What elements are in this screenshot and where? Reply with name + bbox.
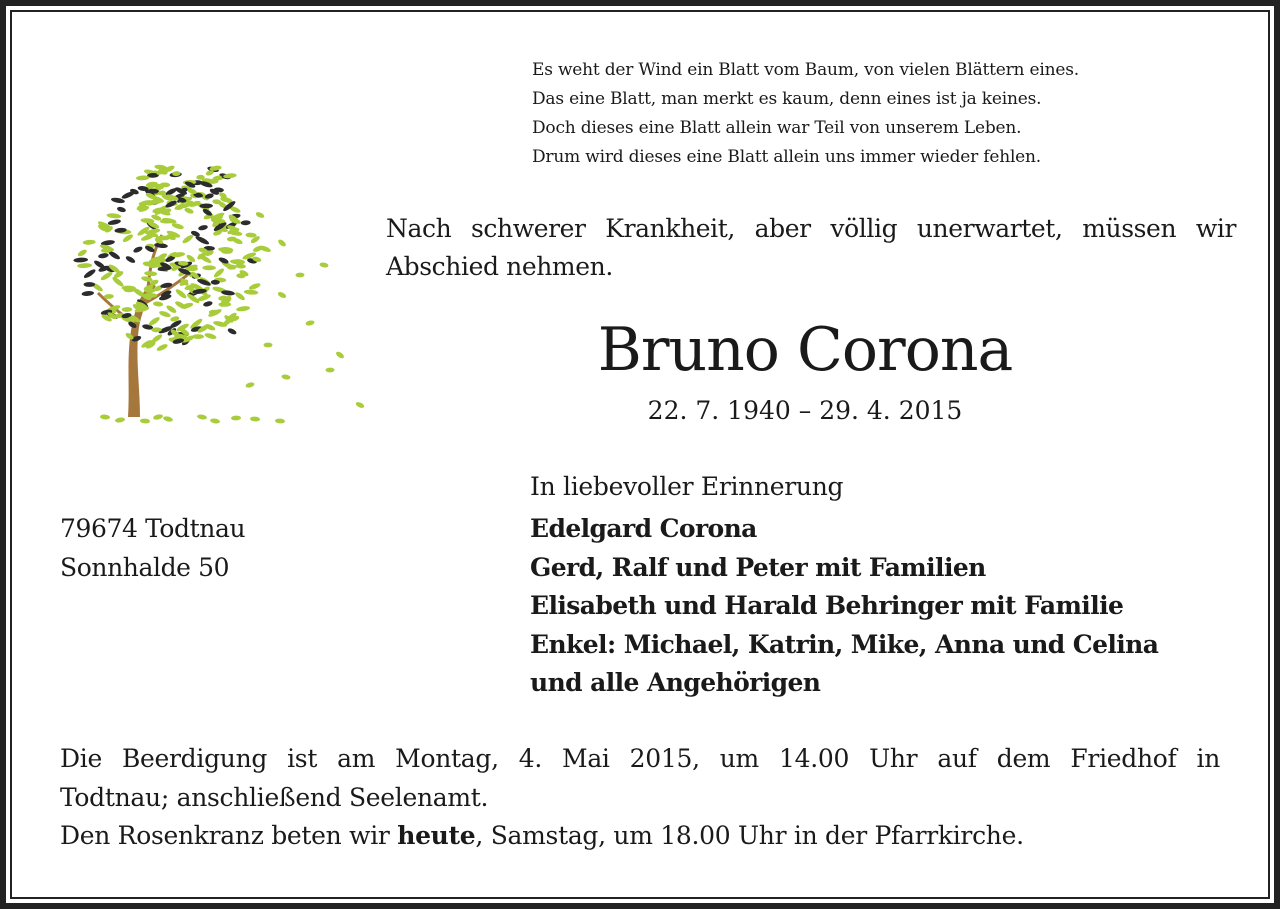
rosary-emphasis: heute xyxy=(397,821,476,850)
leaf xyxy=(355,401,365,409)
mourner: Enkel: Michael, Katrin, Mike, Anna und Celina xyxy=(530,629,1159,659)
poem-line: Doch dieses eine Blatt allein war Teil von unserem Leben. xyxy=(532,118,1022,138)
leaf xyxy=(184,207,195,215)
mourner: Gerd, Ralf und Peter mit Familien xyxy=(530,552,986,582)
leaf xyxy=(264,343,273,348)
leaf xyxy=(295,273,304,278)
leaf xyxy=(227,327,238,335)
leaf xyxy=(144,271,157,277)
intro-text xyxy=(386,210,1236,286)
funeral-notice xyxy=(60,740,1220,856)
leaf xyxy=(241,220,251,225)
rosary-text: Den Rosenkranz beten wir xyxy=(60,821,398,850)
leaf xyxy=(250,416,260,421)
leaf xyxy=(277,291,287,299)
leaf xyxy=(122,233,134,243)
leaf xyxy=(180,302,194,310)
intro-line: Abschied nehmen. xyxy=(386,252,613,281)
fallen-leaves xyxy=(100,414,285,425)
leaf xyxy=(107,218,121,225)
leaf xyxy=(231,415,241,420)
poem-line: Drum wird dieses eine Blatt allein uns immer wieder fehlen. xyxy=(532,147,1041,167)
leaf xyxy=(204,332,217,340)
leaf xyxy=(197,414,208,420)
leaf xyxy=(245,381,255,388)
leaf xyxy=(210,418,221,424)
leaf xyxy=(98,252,109,259)
windblown-tree-icon xyxy=(50,155,380,435)
poem xyxy=(532,56,1232,172)
leaf xyxy=(153,414,164,421)
leaf xyxy=(236,305,251,312)
funeral-line: Die Beerdigung ist am Montag, 4. Mai 2015, um 14.00 Uhr auf dem Friedhof in xyxy=(60,744,1220,773)
leaf xyxy=(84,282,96,287)
mourner: Elisabeth und Harald Behringer mit Familie xyxy=(530,591,1124,620)
leaf xyxy=(277,238,287,247)
rosary-line xyxy=(60,817,1220,856)
leaf xyxy=(140,418,150,423)
leaf xyxy=(77,263,92,269)
leaf xyxy=(281,374,291,380)
leaf xyxy=(93,259,106,270)
leaf xyxy=(305,320,315,327)
leaf xyxy=(115,417,126,423)
leaf xyxy=(319,262,329,268)
leaf xyxy=(111,276,125,288)
leaf xyxy=(181,234,194,245)
leaf xyxy=(147,316,160,327)
leaf xyxy=(335,350,345,359)
leaf xyxy=(100,271,114,282)
leaf xyxy=(244,289,259,295)
leaf xyxy=(218,302,231,307)
address xyxy=(60,510,245,587)
poem-line: Es weht der Wind ein Blatt vom Baum, von vielen Blättern eines. xyxy=(532,60,1079,80)
tree-leaves xyxy=(73,164,365,409)
leaf xyxy=(122,307,133,312)
memory-label: In liebevoller Erinnerung xyxy=(530,472,844,501)
leaf xyxy=(248,282,261,291)
leaf xyxy=(202,265,216,270)
leaf xyxy=(81,290,94,296)
leaf xyxy=(77,248,88,257)
leaf xyxy=(245,232,256,237)
leaf xyxy=(163,415,174,422)
mourner: Edelgard Corona xyxy=(530,514,757,543)
leaf xyxy=(198,224,209,231)
leaf xyxy=(83,239,96,245)
poem-line: Das eine Blatt, man merkt es kaum, denn eines ist ja keines. xyxy=(532,89,1042,109)
mourners-list xyxy=(530,510,1250,703)
leaf xyxy=(106,213,121,219)
leaf xyxy=(116,206,126,213)
leaf xyxy=(83,268,97,280)
leaf xyxy=(122,285,136,290)
funeral-line: Todtnau; anschließend Seelenamt. xyxy=(60,782,489,812)
intro-line: Nach schwerer Krankheit, aber völlig unerwartet, müssen wir xyxy=(386,214,1236,243)
leaf xyxy=(132,245,143,253)
leaf xyxy=(153,301,164,307)
leaf xyxy=(156,343,169,352)
leaf xyxy=(73,257,88,263)
address-city: 79674 Todtnau xyxy=(60,514,246,543)
leaf xyxy=(203,300,213,307)
rosary-text: , Samstag, um 18.00 Uhr in der Pfarrkirche. xyxy=(475,821,1024,850)
leaf xyxy=(275,418,285,423)
leaf xyxy=(325,367,334,372)
leaf xyxy=(255,211,265,219)
leaf xyxy=(141,276,153,283)
leaf xyxy=(100,414,110,420)
mourner: und alle Angehörigen xyxy=(530,668,821,697)
life-dates: 22. 7. 1940 – 29. 4. 2015 xyxy=(647,396,963,425)
leaf xyxy=(158,310,171,318)
leaf xyxy=(192,334,204,339)
address-street: Sonnhalde 50 xyxy=(60,552,230,582)
deceased-name: Bruno Corona xyxy=(597,315,1013,385)
leaf xyxy=(125,255,136,264)
